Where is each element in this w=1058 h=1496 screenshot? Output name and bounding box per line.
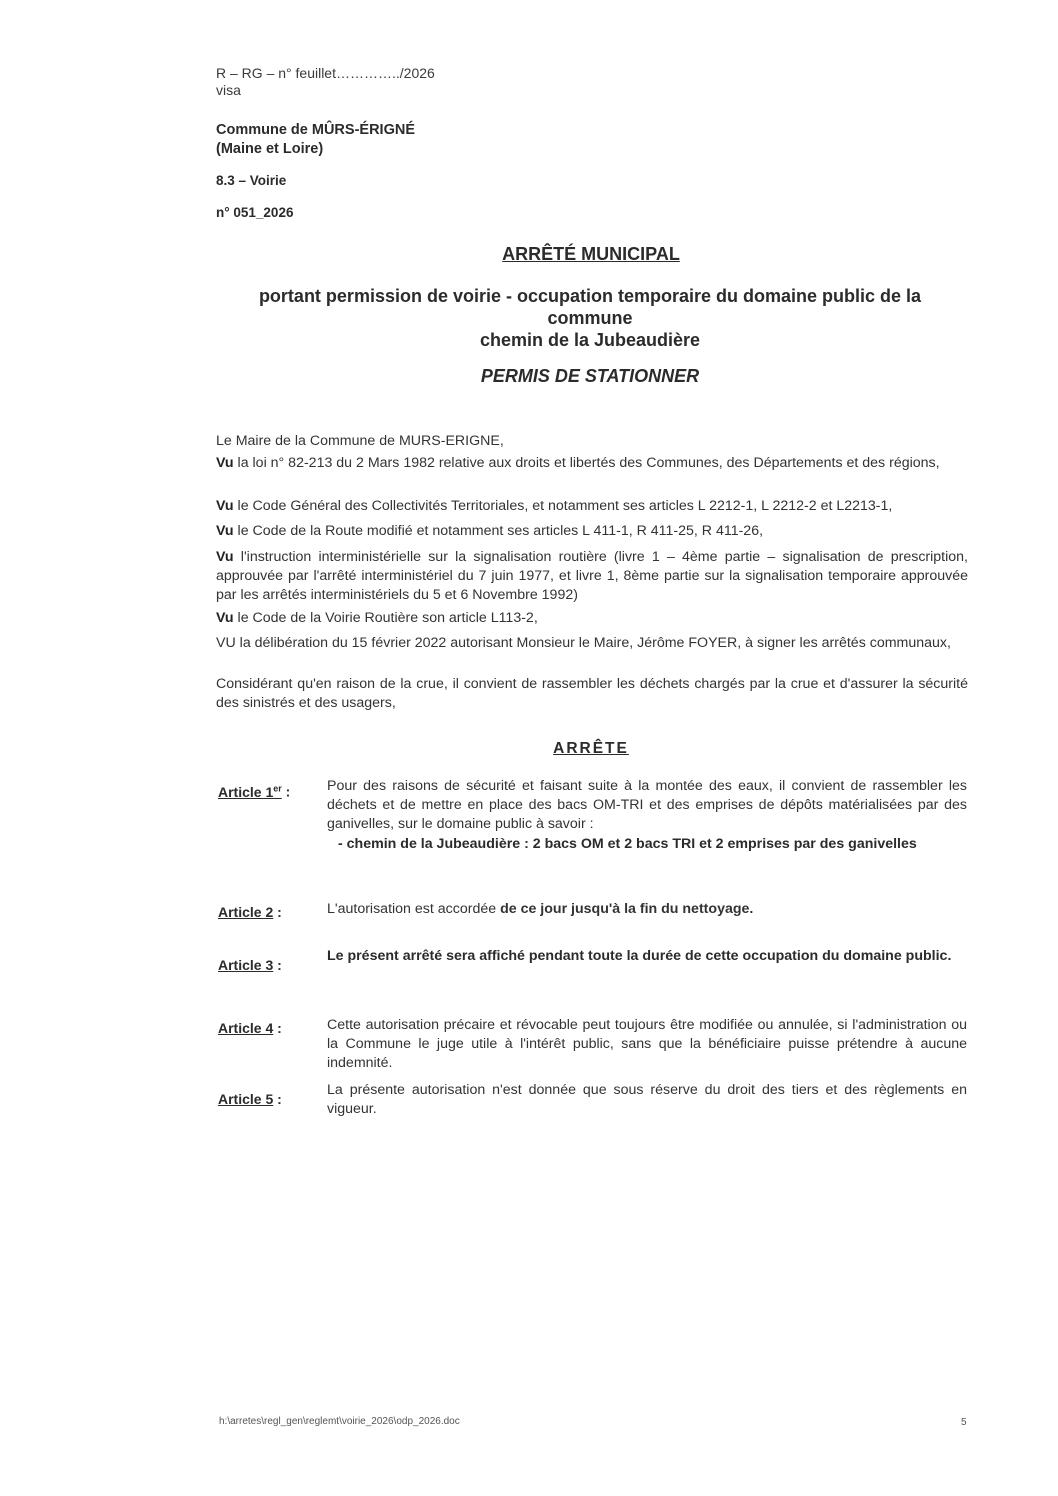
vu-text: le Code Général des Collectivités Territoriales, et notamment ses articles L 2212-1, L 2212-2 et L2213-1, [233,498,893,514]
vu-text: la loi n° 82-213 du 2 Mars 1982 relative aux droits et libertés des Communes, des Départements et des régions, [233,455,940,471]
commune-block [216,121,415,159]
sheet-reference: R – RG – n° feuillet…………../2026 [216,65,435,81]
vu-text: le Code de la Voirie Routière son article L113-2, [233,610,538,626]
vu-text: le Code de la Route modifié et notamment ses articles L 411-1, R 411-25, R 411-26, [233,523,764,539]
article-5-text: La présente autorisation n'est donnée que sous réserve du droit des tiers et des règlements en vigueur. [327,1082,967,1117]
arrete-number: n° 051_2026 [216,205,294,220]
vu-keyword: Vu [216,610,234,626]
subtitle-line-2: commune [547,308,633,328]
document-subtitle [230,285,950,351]
page-number: 5 [961,1417,967,1428]
preamble-vu-loi [216,454,968,473]
preamble-vu-deliberation [216,634,968,653]
vu-text: l'instruction interministérielle sur la signalisation routière (livre 1 – 4ème partie – signalisation de prescription, approuvée par l'arrêté interministériel du 7 juin 1977, et livre 1, 8ème partie sur la signalisation temporaire approuvée par les arrêtés interministériels du 5 et 6 Novembre 1992) [216,549,968,603]
document-title: ARRÊTÉ MUNICIPAL [502,244,680,264]
commune-name: Commune de MÛRS-ÉRIGNÉ [216,122,415,138]
preamble-vu-instruction [216,548,968,605]
vu-keyword: Vu [216,549,234,565]
article-1-label: Article 1er : [218,783,291,800]
article-3-label: Article 3 : [218,957,282,973]
article-2-text: L'autorisation est accordée de ce jour jusqu'à la fin du nettoyage. [327,901,754,917]
article-2-label: Article 2 : [218,904,282,920]
vu-keyword: VU [216,635,236,651]
article-3-text: Le présent arrêté sera affiché pendant toute la durée de cette occupation du domaine public. [327,948,952,964]
subtitle-line-1: portant permission de voirie - occupation temporaire du domaine public de la [258,286,922,306]
article-4-text: Cette autorisation précaire et révocable peut toujours être modifiée ou annulée, si l'administration ou la Commune le juge utile à l'intérêt public, sans que la bénéficiaire puisse prétendre à aucune indemnité. [327,1017,967,1071]
visa-label: visa [216,82,241,98]
article-4-label: Article 4 : [218,1020,282,1036]
vu-keyword: Vu [216,498,234,514]
article-1-text: Pour des raisons de sécurité et faisant suite à la montée des eaux, il convient de rassembler les déchets et de mettre en place des bacs OM-TRI et des emprises de dépôts matérialisées par des ganivelles, sur le domaine public à savoir : [327,778,967,832]
department-name: (Maine et Loire) [216,141,324,157]
vu-keyword: Vu [216,523,234,539]
article-5-label: Article 5 : [218,1091,282,1107]
vu-keyword: Vu [216,455,234,471]
arrete-heading: ARRÊTE [553,740,629,757]
preamble-vu-code-route [216,522,968,541]
footer-file-path: h:\arretes\regl_gen\reglemt\voirie_2026\odp_2026.doc [219,1416,460,1427]
vu-text: la délibération du 15 février 2022 autorisant Monsieur le Maire, Jérôme FOYER, à signer les arrêtés communaux, [235,635,951,651]
preamble-vu-voirie [216,609,968,628]
article-1-bullet: - chemin de la Jubeaudière : 2 bacs OM et 2 bacs TRI et 2 emprises par des ganivelles [338,836,917,852]
permis-heading: PERMIS DE STATIONNER [480,366,700,386]
rubrique: 8.3 – Voirie [216,173,287,188]
subtitle-line-3: chemin de la Jubeaudière [479,330,701,350]
preamble-vu-cgct [216,497,968,516]
preamble-maire: Le Maire de la Commune de MURS-ERIGNE, [216,433,504,449]
preamble-considerant: Considérant qu'en raison de la crue, il convient de rassembler les déchets chargés par la crue et d'assurer la sécurité des sinistrés et des usagers, [216,676,968,711]
